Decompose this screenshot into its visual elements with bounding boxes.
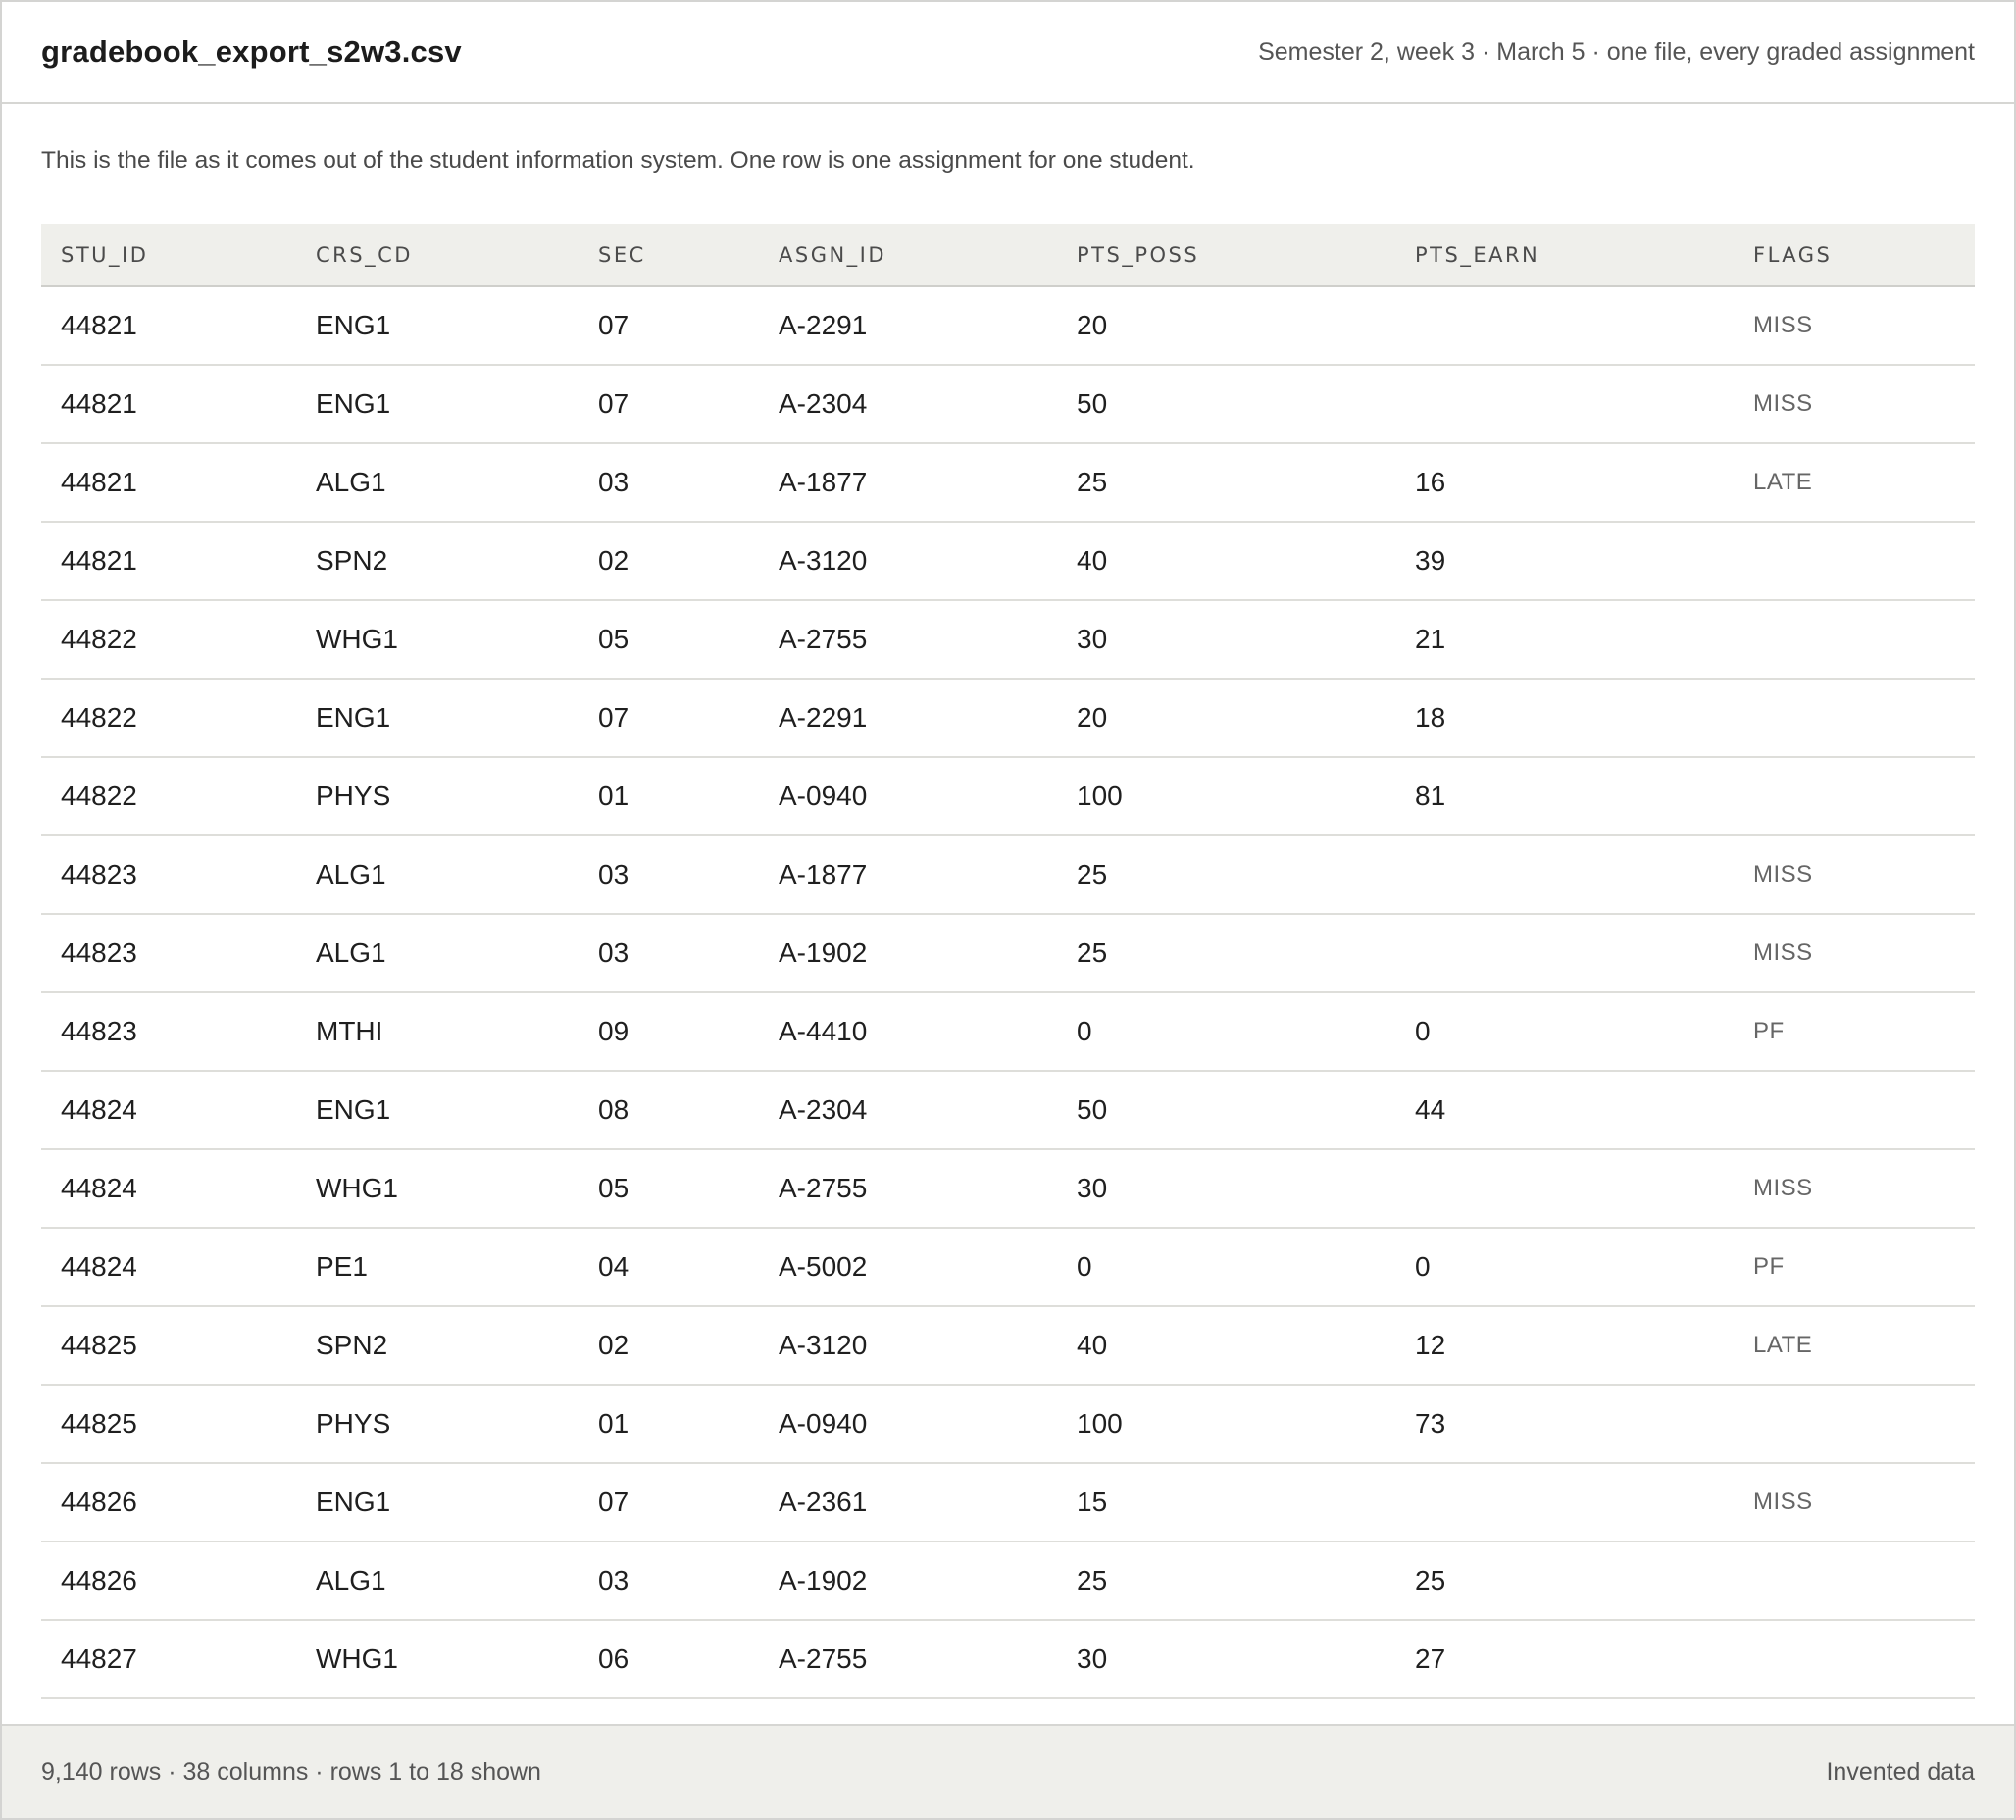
cell-stu-id: 44824 — [41, 1149, 296, 1228]
cell-stu-id: 44826 — [41, 1542, 296, 1620]
file-name: gradebook_export_s2w3.csv — [41, 34, 462, 69]
table-row[interactable] — [41, 1071, 1975, 1149]
cell-asgn-id: A-0940 — [759, 1385, 1057, 1463]
data-note: Invented data — [1826, 1757, 1975, 1786]
cell-sec: 07 — [579, 679, 759, 757]
column-header-pts-earn[interactable]: PTS_EARN — [1395, 224, 1734, 286]
cell-crs-cd: ENG1 — [296, 1071, 579, 1149]
cell-flags — [1734, 679, 1975, 757]
table-row[interactable] — [41, 1149, 1975, 1228]
cell-crs-cd: ALG1 — [296, 835, 579, 914]
cell-flags: MISS — [1734, 914, 1975, 992]
cell-sec: 08 — [579, 1071, 759, 1149]
cell-sec: 06 — [579, 1620, 759, 1698]
cell-pts-poss: 30 — [1057, 600, 1395, 679]
cell-pts-poss: 20 — [1057, 679, 1395, 757]
cell-crs-cd: SPN2 — [296, 522, 579, 600]
cell-sec: 04 — [579, 1228, 759, 1306]
cell-pts-poss: 50 — [1057, 1071, 1395, 1149]
table-row[interactable] — [41, 1620, 1975, 1698]
table-row[interactable] — [41, 914, 1975, 992]
cell-flags — [1734, 1071, 1975, 1149]
panel-header — [2, 2, 2014, 104]
cell-flags: LATE — [1734, 443, 1975, 522]
cell-flags — [1734, 1620, 1975, 1698]
table-row[interactable] — [41, 1306, 1975, 1385]
column-header-asgn-id[interactable]: ASGN_ID — [759, 224, 1057, 286]
cell-crs-cd: ALG1 — [296, 443, 579, 522]
cell-sec: 01 — [579, 757, 759, 835]
table-row[interactable] — [41, 1228, 1975, 1306]
cell-crs-cd: WHG1 — [296, 600, 579, 679]
table-row[interactable] — [41, 286, 1975, 365]
cell-asgn-id: A-2291 — [759, 286, 1057, 365]
cell-flags: LATE — [1734, 1306, 1975, 1385]
cell-asgn-id: A-1877 — [759, 835, 1057, 914]
gradebook-table — [41, 224, 1975, 1699]
table-row[interactable] — [41, 1385, 1975, 1463]
cell-sec: 07 — [579, 286, 759, 365]
cell-crs-cd: WHG1 — [296, 1149, 579, 1228]
cell-pts-earn: 44 — [1395, 1071, 1734, 1149]
cell-flags: MISS — [1734, 1463, 1975, 1542]
cell-pts-earn — [1395, 1149, 1734, 1228]
cell-crs-cd: ENG1 — [296, 679, 579, 757]
cell-stu-id: 44821 — [41, 522, 296, 600]
cell-sec: 01 — [579, 1385, 759, 1463]
cell-flags — [1734, 1385, 1975, 1463]
cell-stu-id: 44822 — [41, 679, 296, 757]
cell-stu-id: 44827 — [41, 1620, 296, 1698]
cell-pts-poss: 50 — [1057, 365, 1395, 443]
cell-stu-id: 44821 — [41, 286, 296, 365]
intro-text: This is the file as it comes out of the student information system. One row is one assignment for one student. — [41, 147, 1195, 174]
cell-asgn-id: A-3120 — [759, 1306, 1057, 1385]
cell-stu-id: 44823 — [41, 835, 296, 914]
cell-flags: MISS — [1734, 1149, 1975, 1228]
cell-sec: 05 — [579, 600, 759, 679]
cell-pts-poss: 40 — [1057, 1306, 1395, 1385]
cell-sec: 03 — [579, 1542, 759, 1620]
cell-sec: 03 — [579, 443, 759, 522]
panel-footer — [2, 1724, 2014, 1818]
cell-pts-poss: 100 — [1057, 757, 1395, 835]
cell-sec: 03 — [579, 835, 759, 914]
table-header-row — [41, 224, 1975, 286]
table-row[interactable] — [41, 522, 1975, 600]
cell-crs-cd: MTHI — [296, 992, 579, 1071]
cell-pts-poss: 100 — [1057, 1385, 1395, 1463]
cell-asgn-id: A-2755 — [759, 1149, 1057, 1228]
cell-asgn-id: A-0940 — [759, 757, 1057, 835]
cell-pts-earn — [1395, 286, 1734, 365]
cell-pts-poss: 30 — [1057, 1149, 1395, 1228]
cell-stu-id: 44826 — [41, 1463, 296, 1542]
cell-pts-earn: 27 — [1395, 1620, 1734, 1698]
cell-stu-id: 44823 — [41, 914, 296, 992]
cell-pts-earn: 12 — [1395, 1306, 1734, 1385]
cell-asgn-id: A-5002 — [759, 1228, 1057, 1306]
cell-crs-cd: SPN2 — [296, 1306, 579, 1385]
cell-flags: MISS — [1734, 835, 1975, 914]
cell-crs-cd: PE1 — [296, 1228, 579, 1306]
cell-pts-poss: 25 — [1057, 1542, 1395, 1620]
row-count-summary: 9,140 rows · 38 columns · rows 1 to 18 shown — [41, 1757, 541, 1786]
table-row[interactable] — [41, 1542, 1975, 1620]
cell-crs-cd: ENG1 — [296, 1463, 579, 1542]
cell-pts-poss: 40 — [1057, 522, 1395, 600]
cell-pts-earn: 18 — [1395, 679, 1734, 757]
table-row[interactable] — [41, 443, 1975, 522]
cell-sec: 09 — [579, 992, 759, 1071]
column-header-sec[interactable]: SEC — [579, 224, 759, 286]
column-header-flags[interactable]: FLAGS — [1734, 224, 1975, 286]
cell-flags — [1734, 522, 1975, 600]
table-row[interactable] — [41, 600, 1975, 679]
cell-flags — [1734, 757, 1975, 835]
cell-sec: 07 — [579, 365, 759, 443]
cell-flags: MISS — [1734, 286, 1975, 365]
cell-pts-poss: 25 — [1057, 914, 1395, 992]
cell-crs-cd: PHYS — [296, 757, 579, 835]
cell-pts-earn — [1395, 914, 1734, 992]
cell-sec: 02 — [579, 522, 759, 600]
cell-asgn-id: A-1902 — [759, 914, 1057, 992]
cell-sec: 02 — [579, 1306, 759, 1385]
cell-pts-earn: 16 — [1395, 443, 1734, 522]
cell-flags: PF — [1734, 992, 1975, 1071]
cell-asgn-id: A-2304 — [759, 1071, 1057, 1149]
cell-crs-cd: PHYS — [296, 1385, 579, 1463]
cell-flags — [1734, 600, 1975, 679]
cell-sec: 03 — [579, 914, 759, 992]
cell-pts-poss: 15 — [1057, 1463, 1395, 1542]
cell-asgn-id: A-2291 — [759, 679, 1057, 757]
cell-sec: 07 — [579, 1463, 759, 1542]
cell-stu-id: 44822 — [41, 757, 296, 835]
table-row[interactable] — [41, 365, 1975, 443]
cell-asgn-id: A-2304 — [759, 365, 1057, 443]
column-header-pts-poss[interactable]: PTS_POSS — [1057, 224, 1395, 286]
cell-crs-cd: ENG1 — [296, 286, 579, 365]
cell-asgn-id: A-1877 — [759, 443, 1057, 522]
file-description: Semester 2, week 3 · March 5 · one file, every graded assignment — [1258, 37, 1975, 66]
cell-pts-earn: 25 — [1395, 1542, 1734, 1620]
cell-pts-earn: 21 — [1395, 600, 1734, 679]
table-row[interactable] — [41, 757, 1975, 835]
cell-flags: MISS — [1734, 365, 1975, 443]
cell-asgn-id: A-2755 — [759, 600, 1057, 679]
cell-stu-id: 44821 — [41, 365, 296, 443]
cell-stu-id: 44824 — [41, 1071, 296, 1149]
table-row[interactable] — [41, 992, 1975, 1071]
cell-asgn-id: A-2361 — [759, 1463, 1057, 1542]
cell-pts-poss: 30 — [1057, 1620, 1395, 1698]
table-body — [41, 286, 1975, 1698]
cell-asgn-id: A-1902 — [759, 1542, 1057, 1620]
cell-flags — [1734, 1542, 1975, 1620]
cell-pts-poss: 0 — [1057, 992, 1395, 1071]
table-row[interactable] — [41, 835, 1975, 914]
cell-flags: PF — [1734, 1228, 1975, 1306]
cell-pts-earn — [1395, 1463, 1734, 1542]
cell-pts-poss: 20 — [1057, 286, 1395, 365]
table-row[interactable] — [41, 1463, 1975, 1542]
cell-crs-cd: ALG1 — [296, 1542, 579, 1620]
cell-stu-id: 44821 — [41, 443, 296, 522]
cell-pts-earn — [1395, 835, 1734, 914]
cell-asgn-id: A-3120 — [759, 522, 1057, 600]
cell-crs-cd: ALG1 — [296, 914, 579, 992]
cell-pts-earn: 81 — [1395, 757, 1734, 835]
cell-pts-earn: 73 — [1395, 1385, 1734, 1463]
cell-crs-cd: ENG1 — [296, 365, 579, 443]
cell-stu-id: 44825 — [41, 1385, 296, 1463]
table-container — [2, 224, 2014, 1699]
cell-crs-cd: WHG1 — [296, 1620, 579, 1698]
cell-pts-earn — [1395, 365, 1734, 443]
cell-sec: 05 — [579, 1149, 759, 1228]
column-header-stu-id[interactable]: STU_ID — [41, 224, 296, 286]
cell-pts-earn: 39 — [1395, 522, 1734, 600]
cell-stu-id: 44825 — [41, 1306, 296, 1385]
cell-pts-poss: 0 — [1057, 1228, 1395, 1306]
cell-asgn-id: A-4410 — [759, 992, 1057, 1071]
cell-pts-earn: 0 — [1395, 992, 1734, 1071]
cell-stu-id: 44823 — [41, 992, 296, 1071]
column-header-crs-cd[interactable]: CRS_CD — [296, 224, 579, 286]
table-row[interactable] — [41, 679, 1975, 757]
cell-pts-poss: 25 — [1057, 835, 1395, 914]
cell-pts-earn: 0 — [1395, 1228, 1734, 1306]
cell-stu-id: 44824 — [41, 1228, 296, 1306]
cell-stu-id: 44822 — [41, 600, 296, 679]
cell-pts-poss: 25 — [1057, 443, 1395, 522]
cell-asgn-id: A-2755 — [759, 1620, 1057, 1698]
